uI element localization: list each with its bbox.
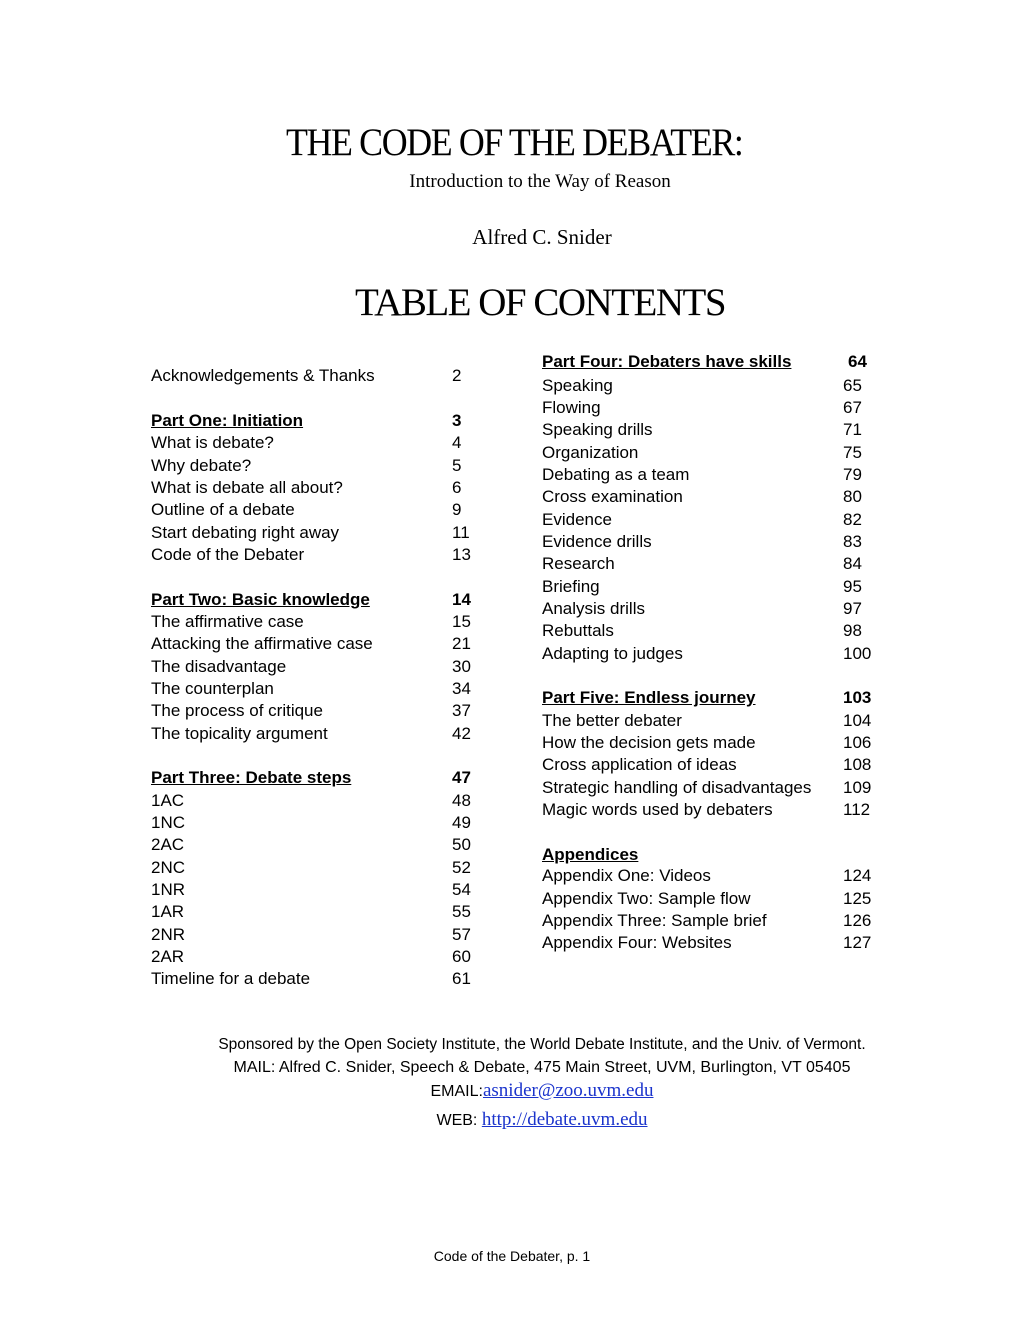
toc-entry-page: 125 [843,889,872,908]
toc-entry-label: Debating as a team [542,465,690,484]
toc-entry-label: 2NR [151,925,186,944]
toc-entry-page: 106 [843,733,872,752]
toc-entry-page: 9 [452,500,462,519]
toc-heading: TABLE OF CONTENTS [354,281,726,324]
toc-entry-label: Strategic handling of disadvantages [542,778,812,797]
toc-entry[interactable] [151,478,481,498]
toc-entry[interactable] [151,500,481,520]
toc-entry-label: Adapting to judges [542,644,683,663]
toc-entry[interactable] [151,366,481,386]
toc-entry[interactable] [151,791,481,811]
toc-entry[interactable] [542,711,887,731]
toc-entry-page: 6 [452,478,462,497]
toc-entry[interactable] [151,545,481,565]
toc-entry-page: 55 [452,902,471,921]
toc-entry-label: Appendix One: Videos [542,866,711,885]
part-heading-page: 47 [452,768,471,787]
toc-entry[interactable] [151,657,481,677]
toc-entry-page: 112 [843,800,871,819]
toc-entry-page: 98 [843,621,862,640]
toc-entry-page: 95 [843,577,862,596]
toc-entry-page: 108 [843,755,872,774]
toc-entry[interactable] [151,947,481,967]
toc-entry-page: 97 [843,599,862,618]
part-heading-page: 3 [452,411,462,430]
toc-entry-label: 1NR [151,880,186,899]
toc-entry[interactable] [151,433,481,453]
toc-entry[interactable] [542,755,887,775]
toc-entry-page: 5 [452,456,462,475]
email-line [0,1080,1024,1102]
part-heading-page: 64 [848,352,867,371]
toc-entry-page: 79 [843,465,862,484]
toc-entry[interactable] [542,510,887,530]
toc-entry-label: Evidence [542,510,612,529]
toc-entry[interactable] [151,701,481,721]
part-heading-page: 103 [843,688,872,707]
toc-entry[interactable] [542,577,887,597]
toc-entry-label: Organization [542,443,639,462]
email-label: EMAIL: [430,1083,483,1100]
toc-entry-page: 71 [843,420,862,439]
toc-entry-label: Research [542,554,615,573]
toc-entry-page: 52 [452,858,471,877]
toc-entry-label: Flowing [542,398,601,417]
document-subtitle: Introduction to the Way of Reason [409,171,671,192]
toc-entry-label: How the decision gets made [542,733,756,752]
toc-entry-label: 1NC [151,813,186,832]
toc-entry-page: 50 [452,835,471,854]
toc-entry[interactable] [151,925,481,945]
toc-entry[interactable] [151,880,481,900]
toc-entry-page: 11 [452,523,470,542]
toc-entry-page: 127 [843,933,872,952]
toc-entry[interactable] [542,933,887,953]
part-heading-label: Part Four: Debaters have skills [542,352,792,371]
toc-entry-label: Start debating right away [151,523,340,542]
toc-entry-page: 34 [452,679,471,698]
toc-entry-label: Analysis drills [542,599,645,618]
toc-entry-label: What is debate all about? [151,478,343,497]
part-heading-label: Part Five: Endless journey [542,688,756,707]
toc-entry-page: 100 [843,644,872,663]
toc-entry-label: Code of the Debater [151,545,305,564]
toc-entry-label: Appendix Two: Sample flow [542,889,751,908]
part-heading[interactable] [151,590,481,610]
part-heading-label: Part Three: Debate steps [151,768,352,787]
toc-entry-label: Rebuttals [542,621,614,640]
toc-entry-label: The disadvantage [151,657,287,676]
toc-entry-label: Why debate? [151,456,252,475]
toc-entry-label: Speaking [542,376,613,395]
toc-entry[interactable] [542,532,887,552]
toc-entry-page: 83 [843,532,862,551]
toc-entry-label: Evidence drills [542,532,652,551]
toc-entry-page: 124 [843,866,872,885]
toc-entry-page: 2 [452,366,462,385]
toc-entry-page: 42 [452,724,471,743]
toc-entry[interactable] [542,800,887,820]
toc-entry[interactable] [542,644,887,664]
toc-entry[interactable] [542,443,887,463]
toc-entry-label: Appendix Three: Sample brief [542,911,767,930]
toc-entry-label: Briefing [542,577,600,596]
web-link[interactable]: http://debate.uvm.edu [481,1109,648,1130]
toc-entry-page: 67 [843,398,862,417]
toc-entry-page: 21 [452,634,471,653]
toc-entry-label: 2AC [151,835,185,854]
toc-entry-page: 37 [452,701,471,720]
toc-entry-label: The affirmative case [151,612,304,631]
toc-entry-page: 60 [452,947,471,966]
part-heading[interactable] [542,352,887,372]
toc-entry-label: The counterplan [151,679,274,698]
toc-entry-label: Appendix Four: Websites [542,933,732,952]
toc-entry[interactable] [151,456,481,476]
toc-entry[interactable] [542,866,887,886]
toc-entry-page: 126 [843,911,872,930]
toc-entry-label: Attacking the affirmative case [151,634,373,653]
toc-entry[interactable] [542,733,887,753]
toc-entry-page: 75 [843,443,862,462]
part-heading[interactable] [151,411,481,431]
sponsor-line: Sponsored by the Open Society Institute, the World Debate Institute, and the Univ. of Vermont. [218,1036,866,1053]
toc-entry-page: 104 [843,711,872,730]
toc-entry[interactable] [151,813,481,833]
toc-entry-page: 30 [452,657,471,676]
mail-line: MAIL: Alfred C. Snider, Speech & Debate, 475 Main Street, UVM, Burlington, VT 05405 [233,1059,851,1076]
toc-entry[interactable] [542,599,887,619]
toc-entry[interactable] [151,679,481,699]
toc-entry-label: The better debater [542,711,682,730]
toc-entry[interactable] [542,487,887,507]
toc-entry-page: 82 [843,510,862,529]
toc-entry[interactable] [542,465,887,485]
appendices-heading[interactable]: Appendices [542,845,639,864]
toc-entry[interactable] [151,523,481,543]
toc-entry-label: Magic words used by debaters [542,800,773,819]
part-heading-label: Part One: Initiation [151,411,304,430]
toc-entry-label: 2NC [151,858,186,877]
toc-entry[interactable] [151,969,481,989]
toc-entry[interactable] [151,634,481,654]
toc-entry-label: Timeline for a debate [151,969,311,988]
toc-entry[interactable] [542,398,887,418]
toc-entry-page: 49 [452,813,471,832]
page-footer: Code of the Debater, p. 1 [433,1248,591,1264]
toc-entry-page: 57 [452,925,471,944]
toc-entry-label: 2AR [151,947,185,966]
toc-entry-page: 109 [843,778,872,797]
toc-entry[interactable] [151,835,481,855]
toc-entry-page: 54 [452,880,471,899]
toc-entry-page: 65 [843,376,862,395]
toc-entry-label: The topicality argument [151,724,328,743]
document-title: THE CODE OF THE DEBATER: [285,121,743,164]
toc-entry-label: Outline of a debate [151,500,295,519]
toc-entry-label: What is debate? [151,433,274,452]
toc-entry[interactable] [151,858,481,878]
toc-entry-page: 4 [452,433,462,452]
toc-entry[interactable] [542,911,887,931]
part-heading-label: Part Two: Basic knowledge [151,590,370,609]
web-label: WEB: [436,1112,478,1129]
part-heading[interactable] [151,768,481,788]
toc-entry[interactable] [542,778,887,798]
toc-entry-page: 84 [843,554,862,573]
toc-entry[interactable] [542,621,887,641]
toc-entry[interactable] [542,420,887,440]
toc-entry-label: 1AC [151,791,185,810]
toc-entry-label: The process of critique [151,701,323,720]
toc-entry-page: 80 [843,487,862,506]
toc-entry-label: Acknowledgements & Thanks [151,366,375,385]
toc-entry[interactable] [542,376,887,396]
web-line [0,1109,1024,1131]
author-name: Alfred C. Snider [472,225,612,249]
toc-entry-page: 13 [452,545,471,564]
toc-entry[interactable] [542,554,887,574]
toc-entry-label: Speaking drills [542,420,653,439]
toc-entry-label: Cross application of ideas [542,755,737,774]
toc-entry-page: 48 [452,791,471,810]
part-heading-page: 14 [452,590,471,609]
toc-entry-label: Cross examination [542,487,683,506]
toc-entry[interactable] [151,612,481,632]
toc-entry[interactable] [151,902,481,922]
email-link[interactable]: asnider@zoo.uvm.edu [482,1080,654,1101]
toc-entry-page: 15 [452,612,471,631]
toc-entry-page: 61 [452,969,471,988]
toc-entry[interactable] [151,724,481,744]
toc-entry[interactable] [542,889,887,909]
part-heading[interactable] [542,688,887,708]
toc-entry-label: 1AR [151,902,185,921]
